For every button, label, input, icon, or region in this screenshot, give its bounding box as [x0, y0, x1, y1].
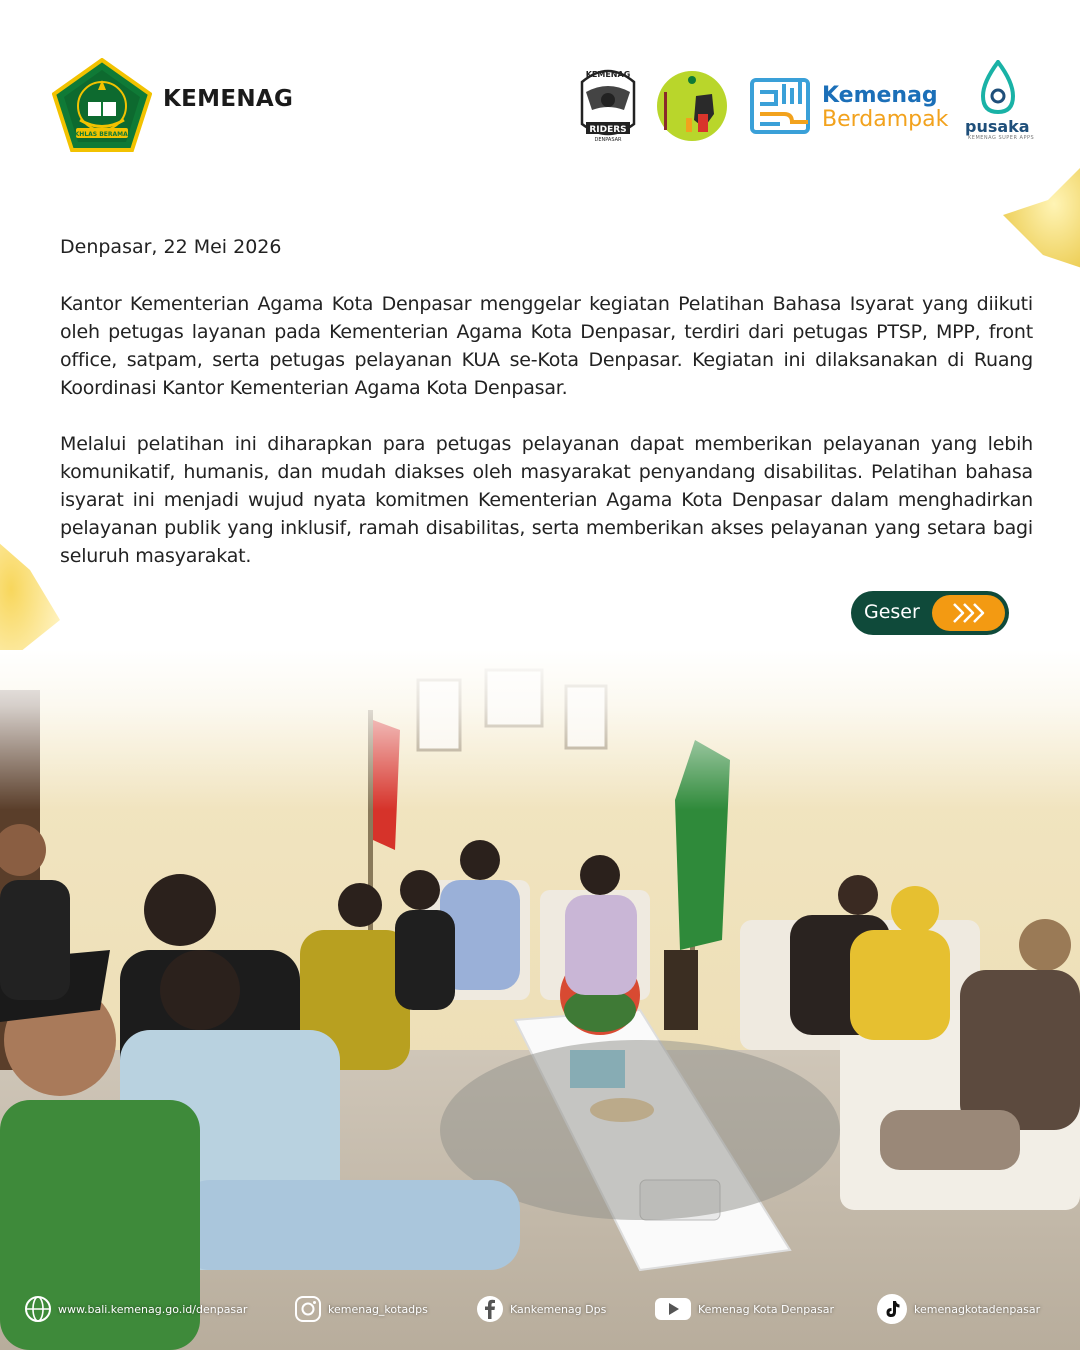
kemenag-riders-logo [572, 62, 644, 144]
swipe-button-label: Geser [864, 601, 920, 623]
instagram-icon [294, 1295, 322, 1323]
moderasi-beragama-logo [656, 70, 728, 142]
riders-main-text: RIDERS [589, 125, 627, 135]
kemenag-berdampak-icon [750, 74, 812, 136]
footer-youtube[interactable] [654, 1294, 834, 1324]
article-paragraph-2: Melalui pelatihan ini diharapkan para petugas pelayanan dapat memberikan pelayanan yang lebih komunikatif, humanis, dan mudah diakses oleh masyarakat penyandang disabilitas. Pelatihan bahasa isyarat ini menjadi wujud nyata komitmen Kementerian Agama Kota Denpasar dalam menghadirkan pelayanan publik yang inklusif, ramah disabilitas, serta memberikan akses pelayanan yang setara bagi seluruh masyarakat. [60, 433, 1033, 567]
footer-youtube-text: Kemenag Kota Denpasar [698, 1302, 834, 1316]
header [0, 0, 1080, 180]
globe-icon [24, 1295, 52, 1323]
chevrons-right-icon [932, 595, 1005, 631]
footer-facebook[interactable] [476, 1294, 606, 1324]
footer-socials [0, 1276, 1080, 1336]
photo-top-fade [0, 650, 1080, 810]
facebook-icon [476, 1295, 504, 1323]
berdampak-line1: Kemenag [822, 83, 938, 108]
berdampak-line2: Berdampak [822, 107, 949, 132]
footer-website[interactable] [24, 1294, 247, 1324]
logo-motto: IKHLAS BERAMAL [72, 131, 132, 138]
youtube-icon [654, 1295, 692, 1323]
brand-name: KEMENAG [163, 86, 294, 112]
pusaka-tagline: KEMENAG SUPER APPS [968, 135, 1035, 141]
footer-tiktok-text: kemenagkotadenpasar [914, 1302, 1041, 1316]
kemenag-emblem-logo [52, 58, 152, 152]
footer-instagram[interactable] [294, 1294, 428, 1324]
riders-top-text: KEMENAG [585, 70, 631, 79]
pusaka-wordmark: pusaka [965, 117, 1030, 136]
footer-tiktok[interactable] [876, 1294, 1040, 1324]
riders-bottom-text: DENPASAR [594, 137, 622, 143]
footer-instagram-text: kemenag_kotadps [328, 1302, 428, 1316]
footer-facebook-text: Kankemenag Dps [510, 1302, 607, 1316]
kemenag-berdampak-wordmark [822, 84, 948, 132]
article-paragraph-1: Kantor Kementerian Agama Kota Denpasar menggelar kegiatan Pelatihan Bahasa Isyarat yang diikuti oleh petugas layanan pada Kementerian Agama Kota Denpasar, terdiri dari petugas PTSP, MPP, front office, satpam, serta petugas pelayanan KUA se-Kota Denpasar. Kegiatan ini dilaksanakan di Ruang Koordinasi Kantor Kementerian Agama Kota Denpasar. [60, 293, 1033, 399]
swipe-next-button[interactable] [851, 591, 1009, 635]
post-date: Denpasar, 22 Mei 2026 [60, 236, 282, 258]
tiktok-icon [876, 1293, 908, 1325]
footer-website-text: www.bali.kemenag.go.id/denpasar [58, 1302, 248, 1316]
